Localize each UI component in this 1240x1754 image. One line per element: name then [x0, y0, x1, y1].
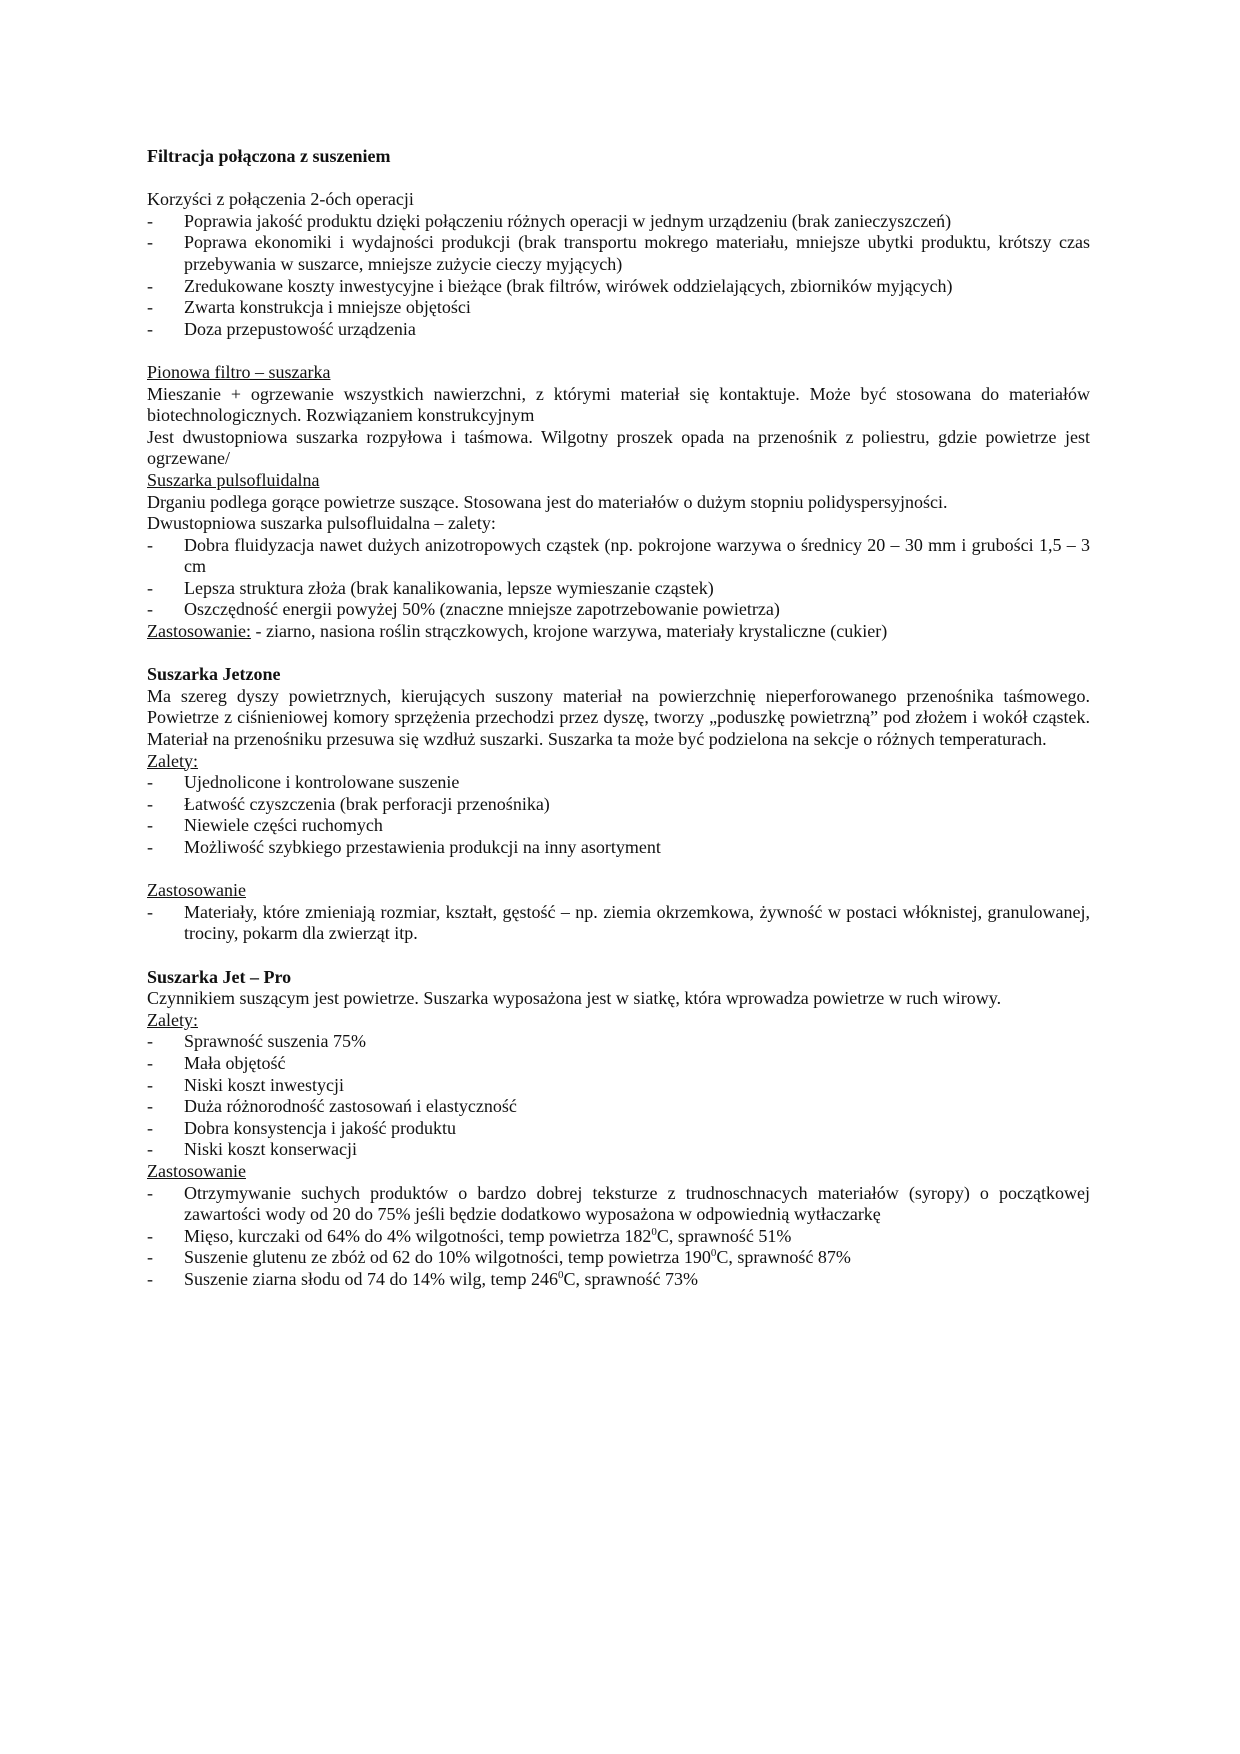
dash-bullet-icon: - — [147, 815, 153, 836]
dash-bullet-icon: - — [147, 1247, 153, 1268]
advantages-label: Zalety: — [147, 750, 198, 771]
dash-bullet-icon: - — [147, 534, 153, 555]
dash-bullet-icon: - — [147, 1052, 153, 1073]
dash-bullet-icon: - — [147, 1182, 153, 1203]
degree-superscript: 0 — [710, 1247, 717, 1260]
paragraph: Czynnikiem suszącym jest powietrze. Suszarka wyposażona jest w siatkę, która wprowadza powietrze w ruch wirowy. — [147, 988, 1002, 1009]
advantages-label: Zalety: — [147, 1009, 198, 1030]
list-item: - Mała objętość — [147, 1052, 286, 1073]
dash-bullet-icon: - — [147, 1268, 153, 1289]
paragraph: Mieszanie + ogrzewanie wszystkich nawierzchni, z którymi materiał się kontaktuje. Może być stosowana do materiałów biotechnologicznych. Rozwiązaniem konstrukcyjnym — [147, 383, 1090, 426]
list-item: - Poprawia jakość produktu dzięki połączeniu różnych operacji w jednym urządzeniu (brak zanieczyszczeń) — [147, 210, 952, 231]
usage-label: Zastosowanie: — [147, 621, 251, 642]
list-item: - Niewiele części ruchomych — [147, 815, 383, 836]
paragraph: Jest dwustopniowa suszarka rozpyłowa i taśmowa. Wilgotny proszek opada na przenośnik z poliestru, gdzie powietrze jest ogrzewane/ — [147, 426, 1090, 469]
degree-superscript: 0 — [651, 1225, 657, 1238]
spacer — [147, 945, 1090, 967]
list-item: - Poprawa ekonomiki i wydajności produkcji (brak transportu mokrego materiału, mniejsze ubytki produktu, krótszy czas przebywania w suszarce, mniejsze zużycie cieczy myjących) — [147, 232, 1090, 274]
list-item: - Suszenie glutenu ze zbóż od 62 do 10% wilgotności, temp powietrza $190^0C$, sprawność 87% — [147, 1247, 851, 1268]
list-item: - Suszenie ziarna słodu od 74 do 14% wilg, temp $246^0C$, sprawność 73% — [147, 1268, 698, 1289]
list-item: - Dobra fluidyzacja nawet dużych anizotropowych cząstek (np. pokrojone warzywa o średnicy 20 – 30 mm i grubości 1,5 – 3 cm — [147, 534, 1090, 577]
dash-bullet-icon: - — [147, 1225, 153, 1246]
document-title: Filtracja połączona z suszeniem — [147, 146, 391, 166]
dash-bullet-icon: - — [147, 772, 153, 793]
dash-bullet-icon: - — [147, 232, 153, 253]
list-item: - Ujednolicone i kontrolowane suszenie — [147, 772, 460, 793]
dash-bullet-icon: - — [147, 577, 153, 598]
list-item: - Oszczędność energii powyżej 50% (znaczne mniejsze zapotrzebowanie powietrza) — [147, 599, 780, 620]
dash-bullet-icon: - — [147, 275, 153, 296]
list-item: - Łatwość czyszczenia (brak perforacji przenośnika) — [147, 793, 550, 814]
list-item: - Sprawność suszenia 75% — [147, 1031, 366, 1052]
document-page — [147, 148, 1090, 1290]
list-item: - Dobra konsystencja i jakość produktu — [147, 1117, 456, 1138]
dash-bullet-icon: - — [147, 901, 153, 922]
usage-label: Zastosowanie — [147, 880, 246, 901]
paragraph: Drganiu podlega gorące powietrze suszące. Stosowana jest do materiałów o dużym stopniu polidyspersyjności. — [147, 491, 948, 512]
list-item: - Duża różnorodność zastosowań i elastyczność — [147, 1096, 517, 1117]
degree-superscript: 0 — [557, 1268, 564, 1281]
spacer — [147, 643, 1090, 665]
dash-bullet-icon: - — [147, 1117, 153, 1138]
dash-bullet-icon: - — [147, 793, 153, 814]
dash-bullet-icon: - — [147, 318, 153, 339]
list-item: - Otrzymywanie suchych produktów o bardzo dobrej teksturze z trudnoschnacych materiałów (syropy) o początkowej zawartości wody od 20 do 75% jeśli będzie dodatkowo wyposażona w odpowiednią wytłaczarkę — [147, 1182, 1090, 1225]
list-item: - Lepsza struktura złoża (brak kanalikowania, lepsze wymieszanie cząstek) — [147, 577, 714, 598]
usage-label: Zastosowanie — [147, 1160, 246, 1181]
list-item: - Niski koszt inwestycji — [147, 1074, 344, 1095]
list-item: - Możliwość szybkiego przestawienia produkcji na inny asortyment — [147, 837, 661, 857]
spacer — [147, 340, 1090, 362]
dash-bullet-icon: - — [147, 297, 153, 318]
usage-text: - ziarno, nasiona roślin strączkowych, krojone warzywa, materiały krystaliczne (cukier) — [250, 621, 888, 642]
section-heading-jetzone: Suszarka Jetzone — [147, 664, 281, 685]
dash-bullet-icon: - — [147, 1031, 153, 1052]
section-heading-pulsofluidalna: Suszarka pulsofluidalna — [147, 469, 320, 490]
list-item: - Zwarta konstrukcja i mniejsze objętości — [147, 297, 471, 318]
dash-bullet-icon: - — [147, 1139, 153, 1160]
list-item: - Mięso, kurczaki od 64% do 4% wilgotności, temp powietrza $182^0C$, sprawność 51% — [147, 1225, 792, 1246]
paragraph: Dwustopniowa suszarka pulsofluidalna – zalety: — [147, 513, 496, 534]
list-item: - Niski koszt konserwacji — [147, 1139, 357, 1160]
section-heading-pionowa: Pionowa filtro – suszarka — [147, 361, 331, 382]
list-item: - Doza przepustowość urządzenia — [147, 318, 416, 339]
paragraph: Ma szereg dyszy powietrznych, kierujących suszony materiał na powierzchnię nieperforowanego przenośnika taśmowego. Powietrze z ciśnieniowej komory sprzężenia przechodzi przez dyszę, tworzy „poduszkę powietrzną” pod złożem i wokół cząstek. Materiał na przenośniku przesuwa się wzdłuż suszarki. Suszarka ta może być podzielona na sekcje o różnych temperaturach. — [147, 685, 1090, 750]
spacer — [147, 859, 1090, 881]
list-item: - Materiały, które zmieniają rozmiar, kształt, gęstość – np. ziemia okrzemkowa, żywność w postaci włóknistej, granulowanej, trociny, pokarm dla zwierząt itp. — [147, 901, 1090, 944]
spacer — [147, 168, 1090, 190]
list-item: - Zredukowane koszty inwestycyjne i bieżące (brak filtrów, wirówek oddzielających, zbiorników myjących) — [147, 275, 953, 296]
usage-line — [147, 621, 1090, 643]
dash-bullet-icon: - — [147, 1074, 153, 1095]
dash-bullet-icon: - — [147, 1096, 153, 1117]
benefits-heading: Korzyści z połączenia 2-óch operacji — [147, 189, 414, 210]
dash-bullet-icon: - — [147, 210, 153, 231]
section-heading-jetpro: Suszarka Jet – Pro — [147, 966, 292, 987]
dash-bullet-icon: - — [147, 837, 153, 857]
dash-bullet-icon: - — [147, 599, 153, 620]
